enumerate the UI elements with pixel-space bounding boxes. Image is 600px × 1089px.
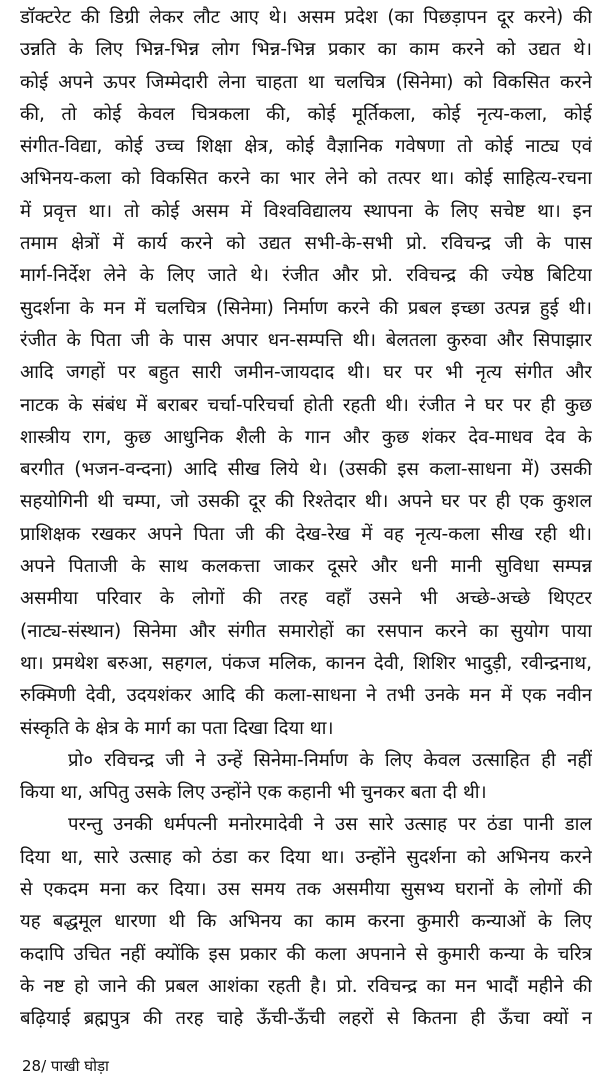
text-line: कोई अपने ऊपर जिम्मेदारी लेना चाहता था चलचित्र (सिनेमा) को विकसित करने [20,71,592,93]
text-line: अपने पिताजी के साथ कलकत्ता जाकर दूसरे और धनी मानी सुविधा सम्पन्न [20,556,592,578]
text-line: की, तो कोई केवल चित्रकला की, कोई मूर्तिकला, कोई नृत्य-कला, कोई [20,103,592,125]
text-line: दिया था, सारे उत्साह को ठंडा कर दिया था। उन्होंने सुदर्शना को अभिनय करने [20,846,592,868]
text-line: असमीया परिवार के लोगों की तरह वहाँ उसने भी अच्छे-अच्छे थिएटर [20,588,592,610]
text-line: यह बद्धमूल धारणा थी कि अभिनय का काम करना कुमारी कन्याओं के लिए [20,911,592,933]
text-line: नाटक के संबंध में बराबर चर्चा-परिचर्चा होती रहती थी। रंजीत ने घर पर ही कुछ [20,394,592,416]
text-line: किया था, अपितु उसके लिए उन्होंने एक कहानी भी चुनकर बता दी थी। [20,782,487,804]
text-line: डॉक्टरेट की डिग्री लेकर लौट आए थे। असम प्रदेश (का पिछड़ापन दूर करने) की [20,7,592,28]
text-line: मार्ग-निर्देश लेने के लिए जाते थे। रंजीत और प्रो. रविचन्द्र की ज्येष्ठ बिटिया [20,265,592,287]
text-line: में प्रवृत्त था। तो कोई असम में विश्वविद्यालय स्थापना के लिए सचेष्ट था। इन [20,200,592,222]
text-line: प्राशिक्षक रखकर अपने पिता जी की देख-रेख में वह नृत्य-कला सीख रही थी। [20,523,592,545]
text-line: कदापि उचित नहीं क्योंकि इस प्रकार की कला अपनाने से कुमारी कन्या के चरित्र [20,943,592,965]
page-footer: 28/ पाखी घोड़ा [22,1057,109,1075]
text-line: अभिनय-कला को विकसित करने का भार लेने को तत्पर था। कोई साहित्य-रचना [20,168,592,190]
text-line: से एकदम मना कर दिया। उस समय तक असमीया सुसभ्य घरानों के लोगों की [20,879,592,901]
text-line: तमाम क्षेत्रों में कार्य करने को उद्यत सभी-के-सभी प्रो. रविचन्द्र जी के पास [20,233,592,255]
text-line: परन्तु उनकी धर्मपत्नी मनोरमादेवी ने उस सारे उत्साह पर ठंडा पानी डाल [68,814,592,836]
text-line: था। प्रमथेश बरुआ, सहगल, पंकज मलिक, कानन देवी, शिशिर भादुड़ी, रवीन्द्रनाथ, [20,652,592,674]
page-body [20,2,592,1036]
text-line: रंजीत के पिता जी के पास अपार धन-सम्पत्ति थी। बेलतला कुरुवा और सिपाझार [20,329,592,351]
text-line: सुदर्शना के मन में चलचित्र (सिनेमा) निर्माण करने की प्रबल इच्छा उत्पन्न हुई थी। [20,297,592,319]
text-line: उन्नति के लिए भिन्न-भिन्न लोग भिन्न-भिन्न प्रकार का काम करने को उद्यत थे। [20,39,592,61]
text-line: रुक्मिणी देवी, उदयशंकर आदि की कला-साधना ने तभी उनके मन में एक नवीन [20,685,592,707]
text-line: (नाट्य-संस्थान) सिनेमा और संगीत समारोहों का रसपान करने का सुयोग पाया [20,620,592,642]
text-line: बढ़ियाई ब्रह्मपुत्र की तरह चाहे ऊँची-ऊँची लहरों से कितना ही ऊँचा क्यों न [20,1008,592,1030]
text-line: के नष्ट हो जाने की प्रबल आशंका रहती है। प्रो. रविचन्द्र का मन भादौं महीने की [20,975,592,997]
text-line: बरगीत (भजन-वन्दना) आदि सीख लिये थे। (उसकी इस कला-साधना में) उसकी [20,459,592,481]
text-line: संस्कृति के क्षेत्र के मार्ग का पता दिखा दिया था। [20,717,334,739]
text-line: संगीत-विद्या, कोई उच्च शिक्षा क्षेत्र, कोई वैज्ञानिक गवेषणा तो कोई नाट्य एवं [20,136,592,158]
text-line: आदि जगहों पर बहुत सारी जमीन-जायदाद थी। घर पर भी नृत्य संगीत और [20,362,592,384]
text-line: प्रो० रविचन्द्र जी ने उन्हें सिनेमा-निर्माण के लिए केवल उत्साहित ही नहीं [68,749,592,771]
text-line: शास्त्रीय राग, कुछ आधुनिक शैली के गान और कुछ शंकर देव-माधव देव के [20,426,592,448]
text-line: सहयोगिनी थी चम्पा, जो उसकी दूर की रिश्तेदार थी। अपने घर पर ही एक कुशल [20,491,592,513]
